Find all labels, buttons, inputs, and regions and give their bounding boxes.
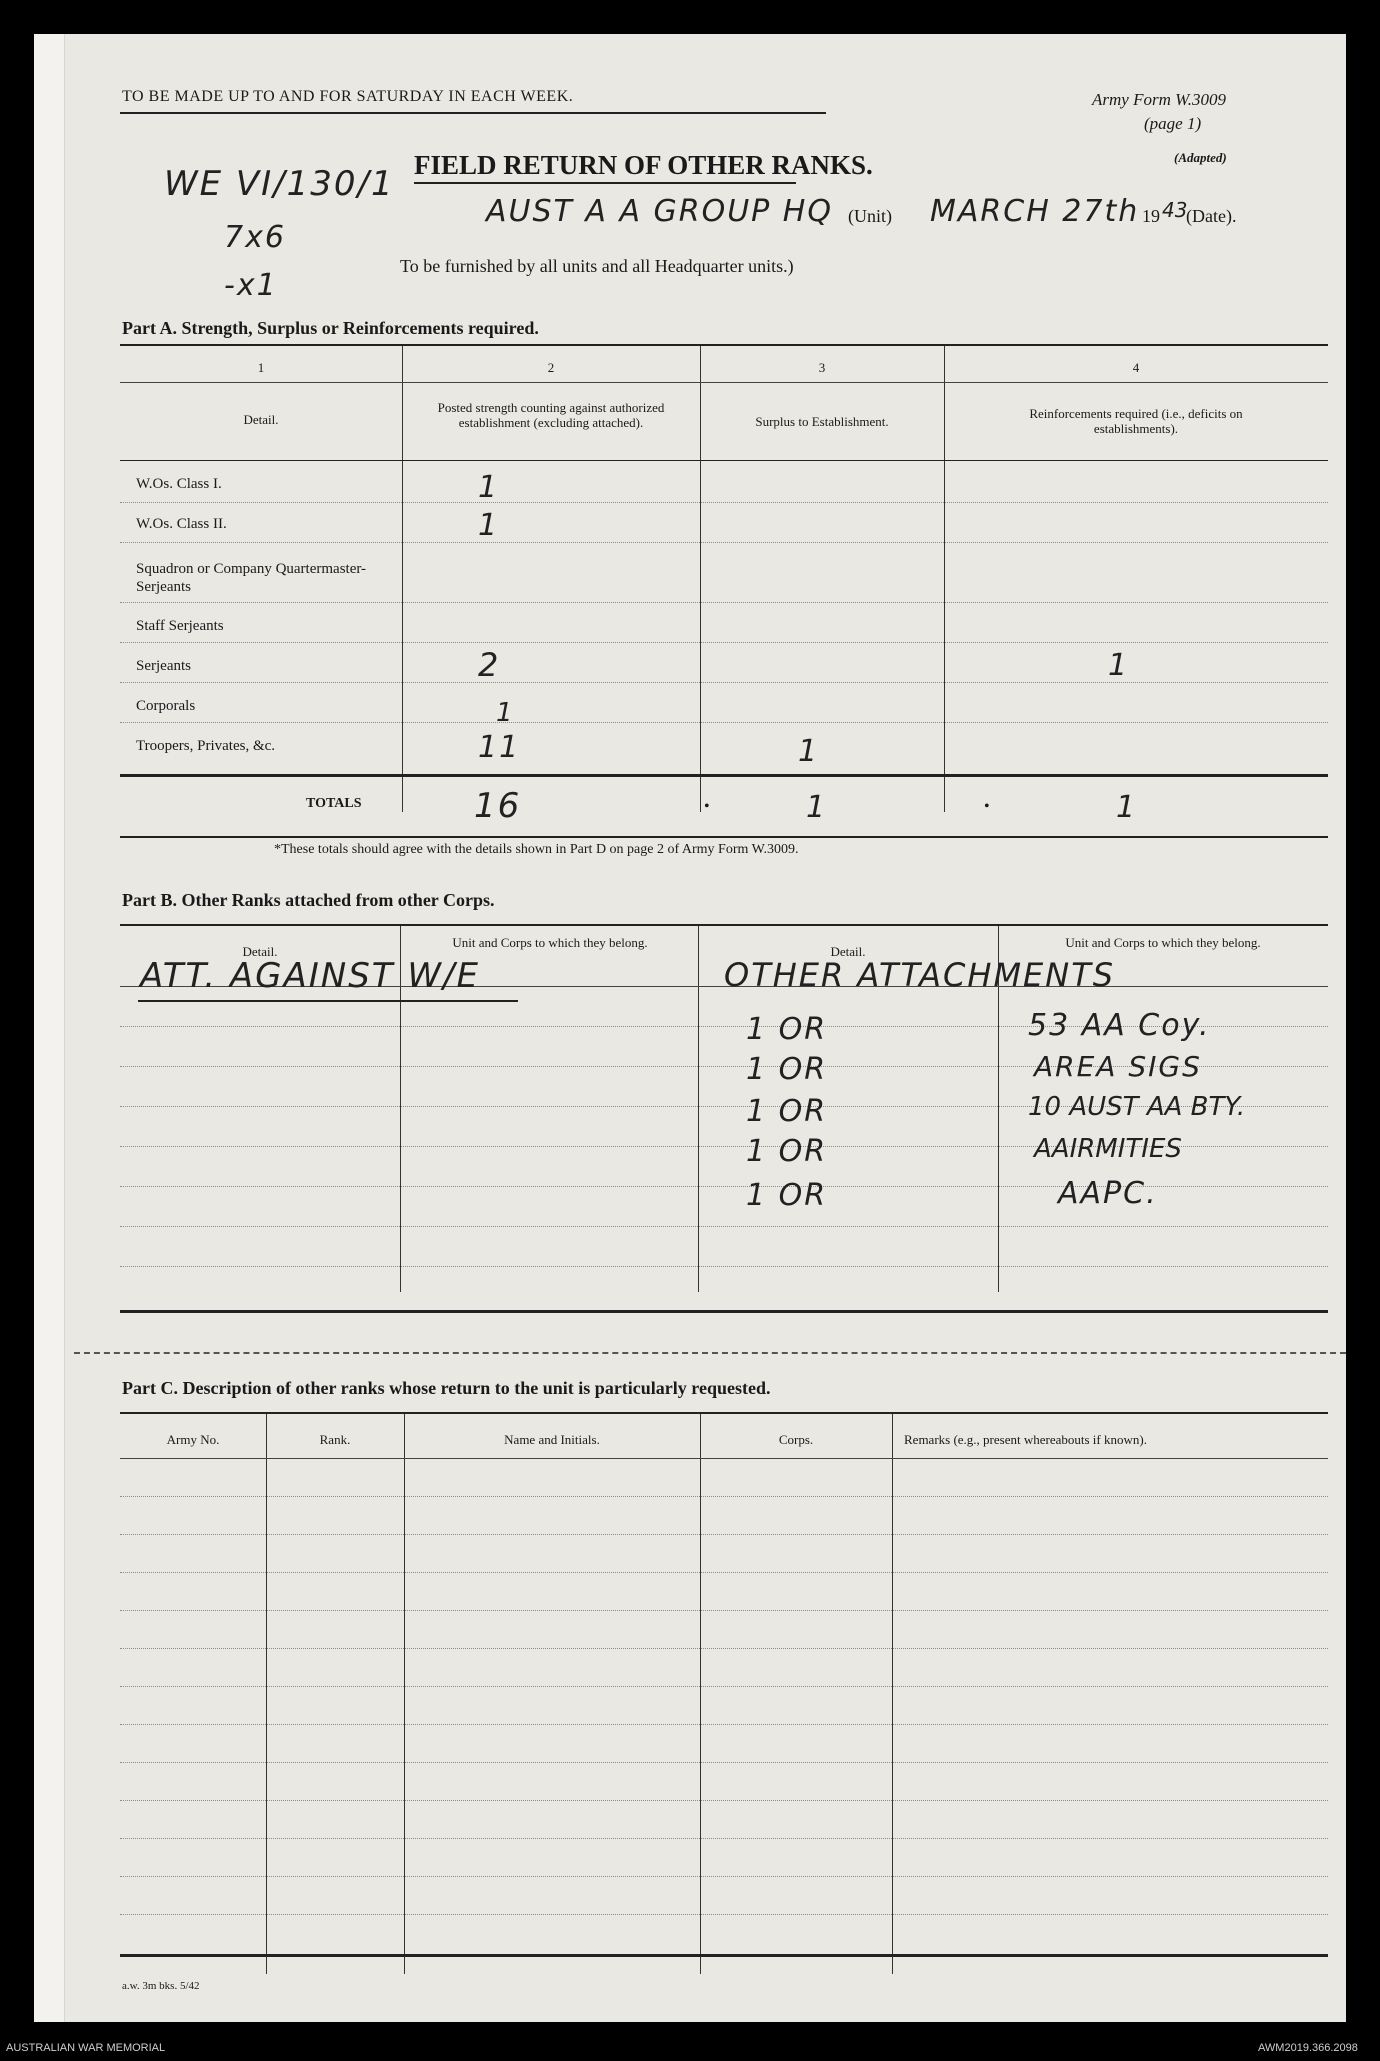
part-c-row-rule-7	[120, 1724, 1328, 1725]
part-a-posted-1: 1	[478, 470, 500, 505]
part-c-row-rule-2	[120, 1534, 1328, 1535]
form-page	[34, 34, 1346, 2022]
part-b-entry-detail-1: 1 OR	[746, 1012, 828, 1047]
part-a-posted-5: 2	[478, 646, 501, 684]
part-b-left-entry-underline	[138, 1000, 518, 1002]
part-b-col-divider-2	[698, 926, 699, 1292]
part-c-title: Part C. Description of other ranks whose return to the unit is particularly requested.	[122, 1378, 771, 1398]
part-c-row-rule-12	[120, 1914, 1328, 1915]
part-c-row-rule-8	[120, 1762, 1328, 1763]
part-b-entry-unit-4: AAIRMITIES	[1034, 1134, 1182, 1164]
reference-note-1: WE VI/130/1	[164, 164, 395, 204]
reference-note-2: 7x6	[224, 220, 286, 255]
part-c-row-rule-4	[120, 1610, 1328, 1611]
part-a-total-reinforcements: 1	[1116, 790, 1138, 825]
part-a-number-rule	[120, 382, 1328, 383]
part-a-col-number-3: 3	[818, 360, 826, 375]
part-a-row-label-2: W.Os. Class II.	[136, 516, 227, 532]
unit-label: (Unit)	[848, 206, 892, 226]
part-a-row-rule-3	[120, 602, 1328, 603]
part-a-col-number-2: 2	[547, 360, 555, 375]
part-b-row-rule-7	[120, 1266, 1328, 1267]
part-c-top-rule	[120, 1412, 1328, 1414]
part-c-col-divider-2	[404, 1414, 405, 1974]
part-c-header-name: Name and Initials.	[504, 1432, 600, 1447]
part-a-header-posted: Posted strength counting against authorized establishment (excluding attached).	[437, 400, 665, 430]
form-title-underline	[414, 182, 796, 184]
part-c-col-divider-4	[892, 1414, 893, 1974]
part-b-header-unit-2: Unit and Corps to which they belong.	[1065, 935, 1261, 950]
part-a-row-rule-5	[120, 682, 1328, 683]
part-c-col-divider-1	[266, 1414, 267, 1974]
part-c-header-remarks: Remarks (e.g., present whereabouts if known).	[904, 1432, 1147, 1447]
part-a-row-rule-6	[120, 722, 1328, 723]
part-a-col-number-1: 1	[257, 360, 265, 375]
part-a-row-rule-1	[120, 502, 1328, 503]
form-adapted: (Adapted)	[1174, 150, 1227, 165]
part-a-totals-top-rule	[120, 774, 1328, 777]
part-a-total-surplus-dot: •	[704, 798, 710, 815]
part-c-row-rule-9	[120, 1800, 1328, 1801]
form-id: Army Form W.3009	[1092, 90, 1226, 109]
part-b-entry-unit-5: AAPC.	[1058, 1176, 1158, 1211]
part-a-header-surplus: Surplus to Establishment.	[755, 414, 889, 429]
part-b-entry-detail-3: 1 OR	[746, 1094, 828, 1129]
part-a-title: Part A. Strength, Surplus or Reinforcements required.	[122, 318, 539, 338]
part-a-bottom-rule	[120, 836, 1328, 838]
part-a-header-rule	[120, 460, 1328, 461]
part-c-row-rule-6	[120, 1686, 1328, 1687]
tear-line	[74, 1352, 1346, 1354]
part-a-row-label-4: Staff Serjeants	[136, 618, 224, 634]
unit-value: AUST A A GROUP HQ	[486, 194, 833, 229]
part-a-row-rule-2	[120, 542, 1328, 543]
part-b-header-unit-1: Unit and Corps to which they belong.	[452, 935, 648, 950]
year-value: 43	[1162, 198, 1188, 222]
part-a-row-label-3: Squadron or Company Quartermaster-Serjeants	[136, 561, 367, 595]
part-b-title: Part B. Other Ranks attached from other Corps.	[122, 890, 495, 910]
part-b-entry-detail-5: 1 OR	[746, 1178, 828, 1213]
form-subtitle: To be furnished by all units and all Headquarter units.)	[400, 256, 794, 276]
part-b-bottom-rule	[120, 1310, 1328, 1313]
part-b-left-entry: ATT. AGAINST W/E	[140, 956, 480, 996]
part-a-col-number-4: 4	[1132, 360, 1140, 375]
part-a-row-label-6: Corporals	[136, 698, 196, 714]
year-prefix: 19	[1142, 206, 1160, 226]
part-a-posted-6: 1	[496, 698, 515, 728]
archive-credit: AUSTRALIAN WAR MEMORIAL	[6, 2042, 166, 2054]
part-a-totals-label: TOTALS	[306, 796, 362, 811]
part-c-header-army-no: Army No.	[166, 1432, 220, 1447]
part-a-total-reinforcements-dot: •	[984, 798, 990, 815]
part-a-col-divider-1	[402, 346, 403, 812]
date-label: (Date).	[1186, 206, 1237, 226]
part-c-row-rule-10	[120, 1838, 1328, 1839]
part-c-header-rank: Rank.	[319, 1432, 351, 1447]
paper-edge	[34, 34, 65, 2022]
top-instruction-underline	[120, 112, 826, 114]
part-b-entry-detail-2: 1 OR	[746, 1052, 828, 1087]
form-title: FIELD RETURN OF OTHER RANKS.	[414, 150, 873, 180]
part-a-col-divider-3	[944, 346, 945, 812]
part-c-header-corps: Corps.	[778, 1432, 814, 1447]
part-c-row-rule-5	[120, 1648, 1328, 1649]
part-b-header-detail-1: Detail.	[242, 944, 278, 959]
part-c-row-rule-3	[120, 1572, 1328, 1573]
archive-footer	[0, 2036, 1380, 2061]
part-a-top-rule	[120, 344, 1328, 346]
part-b-entry-unit-1: 53 AA Coy.	[1028, 1008, 1211, 1043]
part-b-entry-unit-3: 10 AUST AA BTY.	[1028, 1092, 1246, 1122]
part-a-row-label-1: W.Os. Class I.	[136, 476, 222, 492]
part-a-row-label-5: Serjeants	[136, 658, 191, 674]
part-c-row-rule-1	[120, 1496, 1328, 1497]
date-value: MARCH 27th	[930, 194, 1140, 229]
part-a-header-detail: Detail.	[243, 412, 279, 427]
top-instruction: TO BE MADE UP TO AND FOR SATURDAY IN EACH WEEK.	[122, 88, 574, 105]
part-a-header-reinforcements: Reinforcements required (i.e., deficits on establishments).	[1029, 406, 1243, 436]
form-page-number: (page 1)	[1144, 114, 1202, 133]
part-a-posted-7: 11	[478, 730, 521, 765]
part-b-entry-unit-2: AREA SIGS	[1034, 1050, 1202, 1083]
archive-reference: AWM2019.366.2098	[1258, 2042, 1358, 2054]
part-c-col-divider-3	[700, 1414, 701, 1974]
reference-note-3: -x1	[224, 268, 278, 303]
part-a-row-label-7: Troopers, Privates, &c.	[136, 738, 276, 754]
part-a-surplus-7: 1	[798, 734, 820, 769]
part-b-entry-detail-4: 1 OR	[746, 1134, 828, 1169]
part-b-row-rule-6	[120, 1226, 1328, 1227]
part-a-reinforcements-5: 1	[1108, 648, 1130, 683]
print-code: a.w. 3m bks. 5/42	[122, 1980, 200, 1992]
part-b-top-rule	[120, 924, 1328, 926]
part-b-right-heading: OTHER ATTACHMENTS	[724, 956, 1116, 994]
part-c-header-rule	[120, 1458, 1328, 1459]
part-a-footnote: *These totals should agree with the details shown in Part D on page 2 of Army Form W.3009.	[274, 842, 799, 857]
part-c-row-rule-11	[120, 1876, 1328, 1877]
part-a-total-posted: 16	[474, 786, 522, 826]
part-a-row-rule-4	[120, 642, 1328, 643]
part-c-bottom-rule	[120, 1954, 1328, 1957]
part-a-total-surplus: 1	[806, 790, 828, 825]
part-a-posted-2: 1	[478, 508, 500, 543]
part-b-header-detail-2: Detail.	[830, 944, 866, 959]
